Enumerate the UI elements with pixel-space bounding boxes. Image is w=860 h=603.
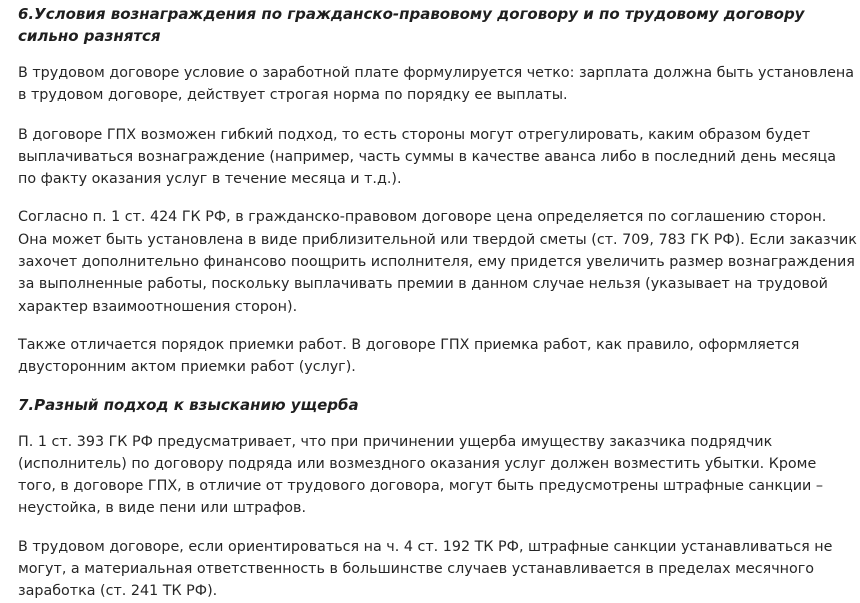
section-7-paragraph-1: П. 1 ст. 393 ГК РФ предусматривает, что при причинении ущерба имуществу заказчика подрядчик (исполнитель) по договору подряда или возмездного оказания услуг должен возместить убытки. Кроме того, в договоре ГПХ, в отличие от трудового договора, могут быть предусмотрены штрафные санкции – неустойка, в виде пени или штрафов.	[18, 433, 824, 517]
section-6-paragraph-4: Также отличается порядок приемки работ. В договоре ГПХ приемка работ, как правило, оформляется двусторонним актом приемки работ (услуг).	[18, 336, 800, 376]
section-7-paragraph-2: В трудовом договоре, если ориентироваться на ч. 4 ст. 192 ТК РФ, штрафные санкции устанавливаться не могут, а материальная ответственность в большинстве случаев устанавливается в пределах месячного заработка (ст. 241 ТК РФ).	[18, 538, 833, 600]
section-6-paragraph-2: В договоре ГПХ возможен гибкий подход, то есть стороны могут отрегулировать, каким образом будет выплачиваться вознаграждение (например, часть суммы в качестве аванса либо в последний день месяца по факту оказания услуг в течение месяца и т.д.).	[18, 126, 836, 188]
article-content	[18, 0, 858, 603]
section-7-heading: 7.Разный подход к взысканию ущерба	[18, 395, 359, 414]
section-6-paragraph-1: В трудовом договоре условие о заработной плате формулируется четко: зарплата должна быть установлена в трудовом договоре, действует строгая норма по порядку ее выплаты.	[18, 65, 855, 104]
section-6-paragraph-3: Согласно п. 1 ст. 424 ГК РФ, в гражданско-правовом договоре цена определяется по соглашению сторон. Она может быть установлена в виде приблизительной или твердой сметы (ст. 709, 783 ГК РФ). Если заказчик захочет дополнительно финансово поощрить исполнителя, ему придется увеличить размер вознаграждения за выполненные работы, поскольку выплачивать премии в данном случае нельзя (указывает на трудовой характер взаимоотношения сторон).	[18, 209, 857, 315]
section-6-heading: 6.Условия вознаграждения по гражданско-правовому договору и по трудовому договору сильно разнятся	[18, 5, 805, 45]
